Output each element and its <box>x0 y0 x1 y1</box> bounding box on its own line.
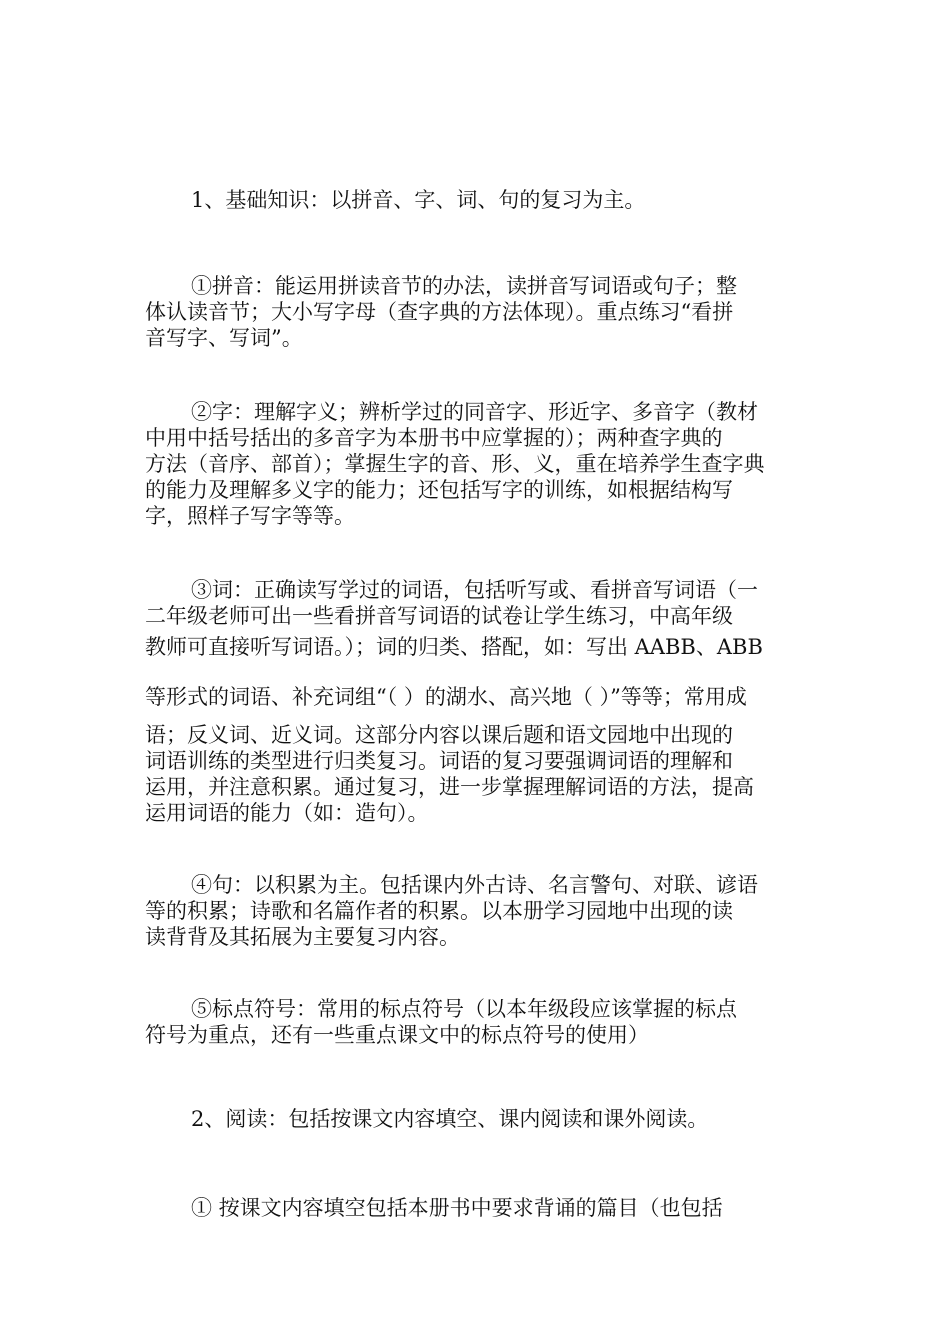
text-line: ②字：理解字义；辨析学过的同音字、形近字、多音字（教材 <box>191 400 758 424</box>
text-line: ④句：以积累为主。包括课内外古诗、名言警句、对联、谚语 <box>191 873 758 897</box>
text-line: 等的积累；诗歌和名篇作者的积累。以本册学习园地中出现的读 <box>145 899 733 923</box>
words-block-c <box>145 684 810 710</box>
text-line: 词语训练的类型进行归类复习。词语的复习要强调词语的理解和 <box>145 749 733 773</box>
text-line: ③词：正确读写学过的词语，包括听写或、看拼音写词语（一 <box>191 578 758 602</box>
paragraph-pinyin <box>145 273 810 351</box>
text-line: 读背背及其拓展为主要复习内容。 <box>145 925 460 949</box>
text-line: 二年级老师可出一些看拼音写词语的试卷让学生练习，中高年级 <box>145 604 733 628</box>
text-line: 2、阅读：包括按课文内容填空、课内阅读和课外阅读。 <box>191 1107 709 1131</box>
words-block-a <box>145 577 810 629</box>
text-line: 运用，并注意积累。通过复习，进一步掌握理解词语的方法，提高 <box>145 775 754 799</box>
text-line: 字，照样子写字等等。 <box>145 504 355 528</box>
text-line: 运用词语的能力（如：造句）。 <box>145 801 429 825</box>
text-line: 音写字、写词”。 <box>145 326 303 350</box>
text-line: 的能力及理解多义字的能力；还包括写字的训练，如根据结构写 <box>145 478 733 502</box>
paragraph-reading <box>145 1106 810 1132</box>
text-line: ①拼音：能运用拼读音节的办法，读拼音写词语或句子；整 <box>191 274 737 298</box>
words-block-d <box>145 722 810 826</box>
text-line: 符号为重点，还有一些重点课文中的标点符号的使用） <box>145 1023 649 1047</box>
text-line: 方法（音序、部首）；掌握生字的音、形、义，重在培养学生查字典 <box>145 452 765 476</box>
paragraph-basic-knowledge <box>145 187 810 213</box>
text-line: 1、基础知识：以拼音、字、词、句的复习为主。 <box>191 188 646 212</box>
text-line: 体认读音节；大小写字母（查字典的方法体现）。重点练习“看拼 <box>145 300 734 324</box>
text-line: ① 按课文内容填空包括本册书中要求背诵的篇目（也包括 <box>191 1196 723 1220</box>
paragraph-characters <box>145 399 810 529</box>
paragraph-sentences <box>145 872 810 950</box>
text-line: 中用中括号括出的多音字为本册书中应掌握的）；两种查字典的 <box>145 426 723 450</box>
paragraph-punctuation <box>145 996 810 1048</box>
words-block-b <box>145 634 810 660</box>
text-line: 教师可直接听写词语。）；词的归类、搭配，如：写出 AABB、ABB <box>145 635 763 659</box>
paragraph-reading-item1 <box>145 1195 810 1221</box>
text-line: 等形式的词语、补充词组“（ ）的湖水、高兴地（ ）”等等；常用成 <box>145 685 747 709</box>
text-line: ⑤标点符号：常用的标点符号（以本年级段应该掌握的标点 <box>191 997 737 1021</box>
text-line: 语；反义词、近义词。这部分内容以课后题和语文园地中出现的 <box>145 723 733 747</box>
